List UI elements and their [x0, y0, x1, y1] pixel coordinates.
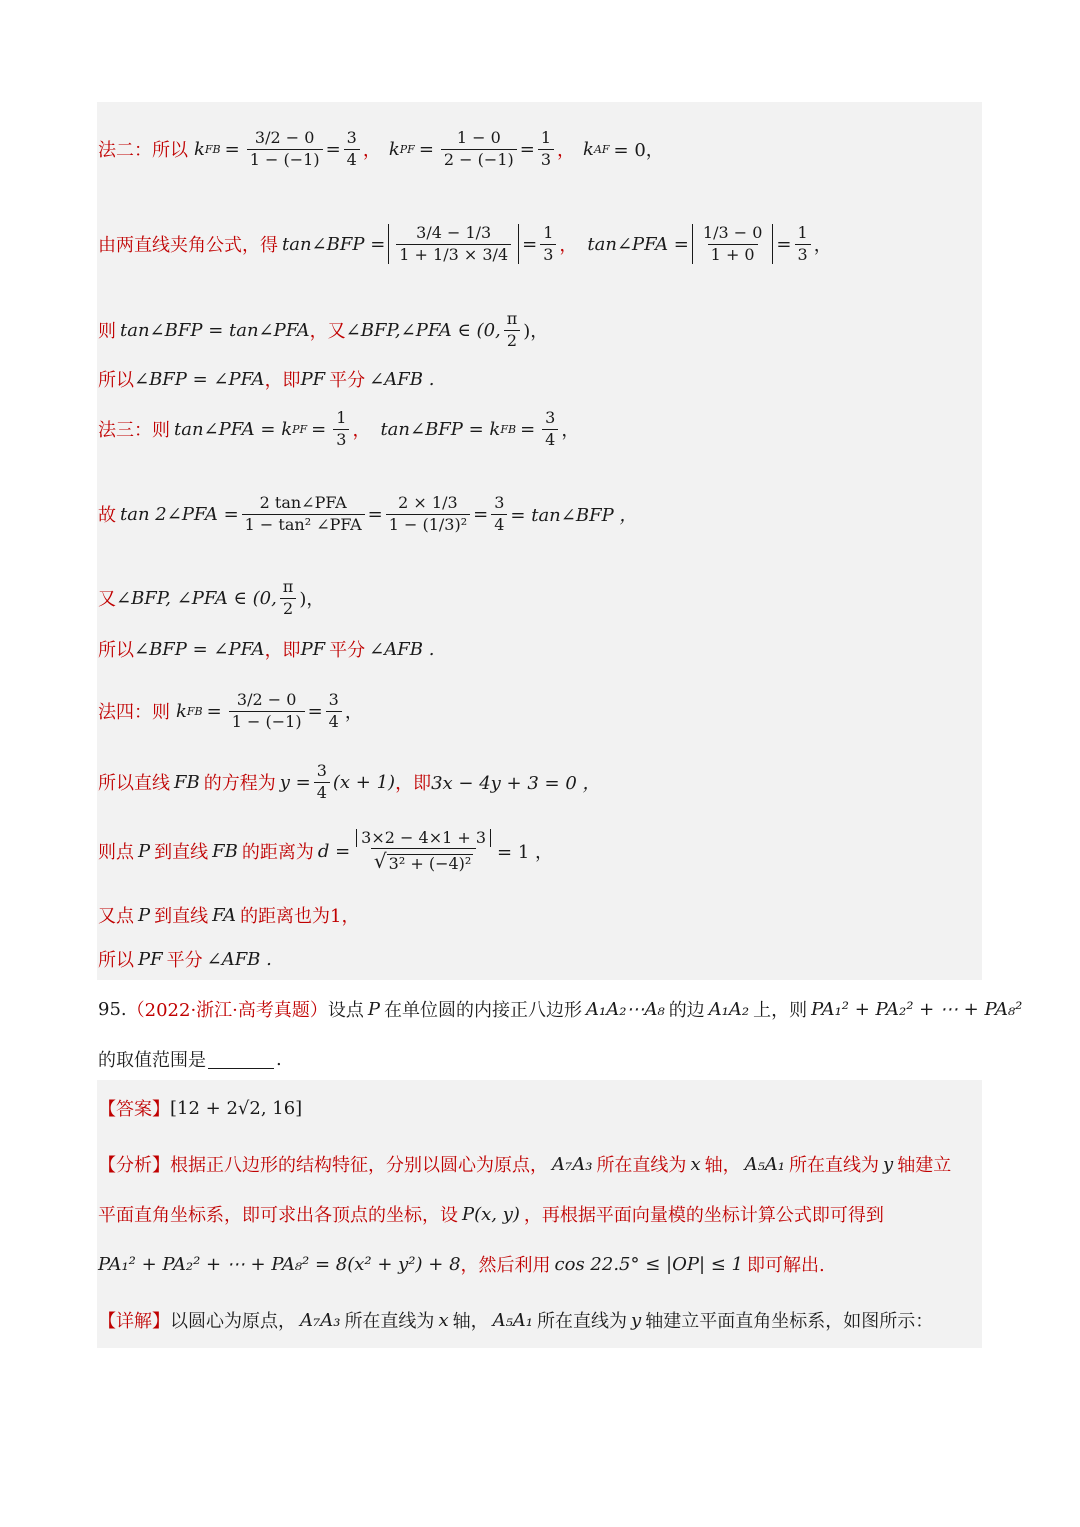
- method3-v2: $\frac{3}{4}$: [542, 409, 558, 449]
- problem-line-1: [98, 994, 1022, 1024]
- line-fb-equation: 3x − 4y + 3 = 0 ，: [431, 773, 601, 794]
- therefore-equation: ∠BFP = ∠PFA: [134, 638, 265, 660]
- angle-afb: ∠AFB .: [369, 638, 435, 660]
- bisect-text: 平分: [329, 640, 366, 661]
- x-label: x: [690, 1153, 701, 1175]
- edge-label: A₁A₂: [708, 998, 750, 1020]
- op-range: cos 22.5° ≤ |OP| ≤ 1: [554, 1253, 743, 1275]
- pi-over-2: $\frac{\pi}{2}$: [280, 578, 297, 618]
- slope-fraction: $\frac{3}{4}$: [314, 762, 330, 802]
- k-subscript: FB: [500, 422, 517, 436]
- analysis-text: ，再根据平面向量模的坐标计算公式即可得到: [523, 1205, 884, 1226]
- analysis-text: 平面直角坐标系，即可求出各顶点的坐标，设: [98, 1205, 458, 1226]
- distance2-tail: 的距离也为1，: [240, 906, 360, 927]
- double-angle-substituted: $\frac{2 \times 1/3}{\text{1 − (1/3)²}}$: [386, 494, 470, 534]
- answer-value: [12 + 2√2, 16]: [170, 1097, 303, 1119]
- again-prefix: 又: [98, 589, 116, 610]
- method4-value: $\frac{3}{4}$: [326, 691, 342, 731]
- analysis-label: 【分析】: [98, 1155, 170, 1176]
- bisect-text: 平分: [166, 950, 203, 971]
- p-xy: P(x, y): [462, 1203, 520, 1225]
- fb-label: FB: [174, 771, 200, 793]
- bfp-value: $\frac{1}{3}$: [540, 224, 556, 264]
- line-fb-mid2: ，即: [395, 773, 432, 794]
- angle-range: ∠BFP,∠PFA ∈ (0,: [345, 319, 501, 341]
- p-label: P: [138, 904, 151, 926]
- angle-formula-label: 由两直线夹角公式，得: [98, 235, 278, 256]
- answer-label: 【答案】: [98, 1099, 170, 1120]
- method3-eq1: tan∠PFA = k: [174, 418, 293, 440]
- problem-text: 的边: [668, 1000, 705, 1021]
- k-subscript: FB: [204, 142, 221, 156]
- double-angle-prefix: 故: [98, 505, 116, 526]
- answer-line: [98, 1094, 302, 1122]
- kaf-value: = 0，: [613, 140, 664, 161]
- sum-result-expression: PA₁² + PA₂² + ⋯ + PA₈² = 8(x² + y²) + 8: [98, 1253, 461, 1275]
- detail-text: 所在直线为: [537, 1311, 628, 1332]
- method4-fraction: $\frac{3/2 - 0}{1 - (-1)}$: [229, 691, 305, 731]
- method3-v1: $\frac{1}{3}$: [333, 409, 349, 449]
- problem-text: 设点: [327, 1000, 364, 1021]
- detail-line: [98, 1306, 933, 1334]
- distance-fraction: 3×2 − 4×1 + 3 √ 3² + (−4)²: [353, 829, 494, 873]
- kfb-value: $\frac{3}{4}$: [344, 129, 360, 169]
- detail-text: 轴，: [452, 1311, 489, 1332]
- distance-mid: 到直线: [154, 842, 209, 863]
- detail-text: 轴建立平面直角坐标系，如图所示：: [645, 1311, 934, 1332]
- k-subscript: PF: [292, 422, 308, 436]
- method3-line: 法三：则 tan∠PFA = k PF = $\frac{1}{3}$ ， tan∠BFP = k FB = $\frac{3}{4}$ ，: [98, 408, 580, 449]
- analysis-line-3: [98, 1248, 825, 1280]
- angle-afb: ∠AFB .: [206, 948, 272, 970]
- analysis-text: 即可解出.: [747, 1255, 825, 1276]
- x-label: x: [438, 1309, 449, 1331]
- k-symbol: k: [194, 138, 205, 160]
- again-tail: )，: [299, 589, 325, 610]
- distance-prefix: 则点: [98, 842, 134, 863]
- k-subscript: PF: [399, 142, 415, 156]
- analysis-text: 所在直线为: [789, 1155, 880, 1176]
- problem-text: 上，则: [753, 1000, 808, 1021]
- conclusion-a-line: [98, 308, 548, 352]
- y-equals: y =: [279, 771, 311, 793]
- detail-text: 所在直线为: [344, 1311, 435, 1332]
- a7a3-label: A₇A₃: [300, 1309, 341, 1331]
- k-subscript: FB: [186, 704, 203, 718]
- k-symbol: k: [583, 138, 594, 160]
- pi-over-2: $\frac{\pi}{2}$: [504, 310, 521, 350]
- distance2-prefix: 又点: [98, 906, 134, 927]
- analysis-text: 根据正八边形的结构特征，分别以圆心为原点，: [170, 1155, 548, 1176]
- therefore-mid: ，即: [264, 370, 301, 391]
- problem-source: （2022·浙江·高考真题）: [126, 1000, 328, 1021]
- a5a1-label: A₅A₁: [744, 1153, 786, 1175]
- conclusion-equation: tan∠BFP = tan∠PFA: [120, 319, 310, 341]
- y-label: y: [883, 1153, 894, 1175]
- octagon-label: A₁A₂⋯A₈: [586, 998, 665, 1020]
- problem-text: 的取值范围是: [98, 1050, 206, 1071]
- distance-value: = 1 ，: [497, 842, 554, 863]
- therefore-equation: ∠BFP = ∠PFA: [134, 368, 265, 390]
- analysis-text: 轴，: [704, 1155, 741, 1176]
- double-angle-formula: $\frac{\text{2 tan∠PFA}}{\text{1 − tan² ∠PFA}}$: [242, 494, 365, 534]
- double-angle-lhs: tan 2∠PFA =: [120, 503, 239, 525]
- kfb-fraction: $\frac{3/2 - 0}{1 - (-1)}$: [247, 129, 323, 169]
- bisect-text: 平分: [329, 370, 366, 391]
- bfp-abs: $\frac{3/4 - 1/3}{1 + 1/3 \times 3/4}$: [388, 224, 519, 264]
- problem-number: 95.: [98, 998, 127, 1020]
- double-angle-value: $\frac{3}{4}$: [491, 494, 507, 534]
- analysis-line-2: [98, 1200, 884, 1228]
- a7a3-label: A₇A₃: [552, 1153, 593, 1175]
- pf-label: PF: [138, 948, 163, 970]
- k-symbol: k: [388, 138, 400, 160]
- distance-mid2: 的距离为: [241, 842, 314, 863]
- line-fb-prefix: 所以直线: [98, 773, 170, 794]
- double-angle-line: 故 tan 2∠PFA = $\frac{\text{2 tan∠PFA}}{\text{1 − tan² ∠PFA}}$ = $\frac{2 \times 1/3}{\text{1 − (1/3)²}}$ = $\frac{3}{4}$ = tan∠BFP ，: [98, 493, 638, 534]
- k-subscript: AF: [593, 142, 610, 156]
- therefore-mid: ，即: [264, 640, 301, 661]
- method3-eq2: tan∠BFP = k: [380, 418, 501, 440]
- analysis-text: 轴建立: [897, 1155, 952, 1176]
- method4-line: 法四：则 k FB = $\frac{3/2 - 0}{1 - (-1)}$ = $\frac{3}{4}$ ，: [98, 690, 363, 731]
- answer-blank: [208, 1050, 274, 1069]
- conclusion-mid: ，又: [309, 321, 346, 342]
- double-angle-rhs: = tan∠BFP ，: [510, 505, 638, 526]
- p-label: P: [367, 998, 381, 1020]
- range-tail: )，: [523, 321, 549, 342]
- problem-end: .: [276, 1048, 282, 1070]
- again-line: [98, 576, 324, 620]
- sum-expression: PA₁² + PA₂² + ⋯ + PA₈²: [811, 998, 1023, 1020]
- detail-text: 以圆心为原点，: [170, 1311, 296, 1332]
- x-plus-1: (x + 1): [332, 771, 396, 793]
- a5a1-label: A₅A₁: [492, 1309, 534, 1331]
- again-range: ∠BFP, ∠PFA ∈ (0,: [116, 587, 277, 609]
- d-equals: d =: [317, 840, 351, 862]
- therefore-2-line: [98, 636, 434, 662]
- line-fb-line: [98, 758, 601, 806]
- conclusion-prefix: 则: [98, 321, 116, 342]
- method3-label: 法三：则: [98, 420, 170, 441]
- analysis-text: 所在直线为: [596, 1155, 687, 1176]
- tan-pfa: tan∠PFA =: [587, 233, 689, 255]
- kpf-fraction: $\frac{1 - 0}{2 - (-1)}$: [441, 129, 517, 169]
- pfa-abs: $\frac{1/3 - 0}{1 + 0}$: [692, 224, 774, 264]
- tan-bfp: tan∠BFP =: [282, 233, 386, 255]
- therefore-prefix: 所以: [98, 640, 134, 661]
- problem-line-2: [98, 1046, 282, 1072]
- therefore-prefix: 所以: [98, 950, 134, 971]
- analysis-line-1: [98, 1150, 951, 1178]
- pf-label: PF: [300, 638, 326, 660]
- pf-label: PF: [300, 368, 326, 390]
- distance2-mid: 到直线: [154, 906, 209, 927]
- analysis-text: ，然后利用: [460, 1255, 551, 1276]
- fa-label: FA: [212, 904, 237, 926]
- kpf-value: $\frac{1}{3}$: [538, 129, 554, 169]
- therefore-1-line: [98, 366, 434, 392]
- k-symbol: k: [176, 700, 187, 722]
- problem-text: 在单位圆的内接正八边形: [384, 1000, 583, 1021]
- angle-afb: ∠AFB .: [369, 368, 435, 390]
- angle-formula-line: 由两直线夹角公式，得 tan∠BFP = $\frac{3/4 - 1/3}{1 + 1/3 \times 3/4}$ = $\frac{1}{3}$ ， tan∠PFA = $\frac{1/3 - 0}{1 + 0}$ = $\frac{1}{3}$ ，: [98, 223, 832, 264]
- line-fb-mid: 的方程为: [203, 773, 276, 794]
- distance2-line: [98, 902, 360, 928]
- distance-line: [98, 818, 553, 884]
- y-label: y: [631, 1309, 642, 1331]
- therefore-3-line: [98, 946, 272, 972]
- detail-label: 【详解】: [98, 1311, 170, 1332]
- pfa-value: $\frac{1}{3}$: [795, 224, 811, 264]
- p-label: P: [138, 840, 151, 862]
- therefore-prefix: 所以: [98, 370, 134, 391]
- method2-label: 法二：所以: [98, 140, 188, 161]
- fb-label: FB: [212, 840, 238, 862]
- method2-line: 法二：所以 k FB = $\frac{3/2 - 0}{1 - (-1)}$ = $\frac{3}{4}$ ， k PF = $\frac{1 - 0}{2 - (-1)}$ = $\frac{1}{3}$ ， k AF = 0，: [98, 128, 664, 169]
- method4-label: 法四：则: [98, 702, 170, 723]
